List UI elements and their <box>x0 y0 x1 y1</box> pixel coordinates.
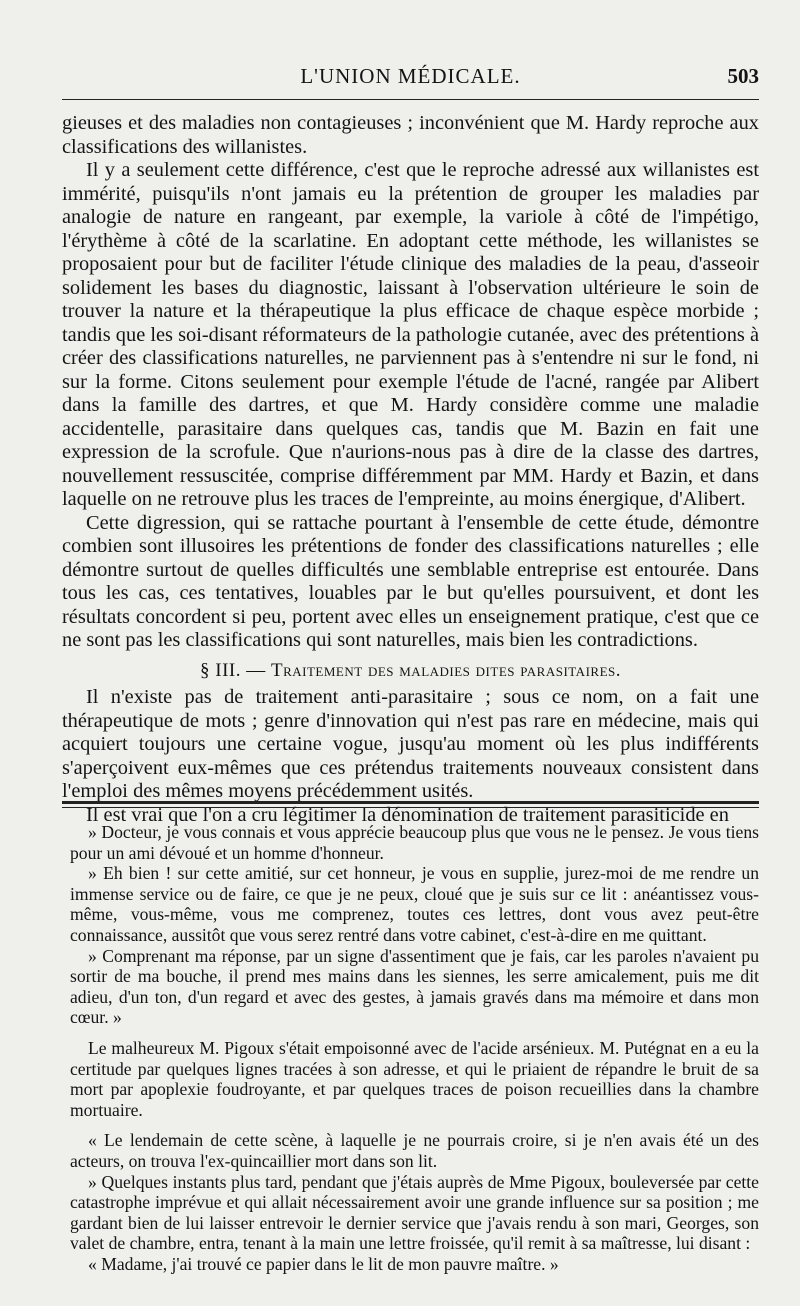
footnote-rule <box>62 801 759 808</box>
header-rule <box>62 99 759 100</box>
section-number: § III. — <box>200 659 271 681</box>
feuilleton-text <box>70 822 759 1274</box>
running-title: L'UNION MÉDICALE. <box>300 64 521 88</box>
note-paragraph: » Quelques instants plus tard, pendant que j'étais auprès de Mme Pigoux, bouleversée par cette catastrophe imprévue et qui allait nécessairement avoir une grande influence sur sa position ; me gardant bien de lui laisser entrevoir le dernier service que j'avais rendu à son mari, Georges, son valet de chambre, entra, tenant à la main une lettre froissée, qu'il remit à sa maîtresse, lui disant : <box>70 1171 759 1254</box>
section-heading <box>62 659 759 683</box>
page-header <box>62 62 759 96</box>
note-paragraph: » Comprenant ma réponse, par un signe d'assentiment que je fais, car les paroles n'avaient pu sortir de ma bouche, il prend mes mains dans les siennes, les serre amicalement, puis me dit adieu, d'un ton, d'un regard et avec des gestes, à jamais gravés dans ma mémoire et dans mon cœur. » <box>70 945 759 1028</box>
note-paragraph: » Eh bien ! sur cette amitié, sur cet honneur, je vous en supplie, jurez-moi de me rendre un immense service ou de faire, ce que je ne peux, cloué que je suis sur ce lit : anéantissez vous-même, vous-même, vous me comprenez, toutes ces lettres, dont vous avez peut-être connaissance, aussitôt que vous serez rentré dans votre cabinet, c'est-à-dire en me quittant. <box>70 863 759 945</box>
main-text <box>62 112 759 827</box>
paragraph: Il y a seulement cette différence, c'est que le reproche adressé aux willanistes est immérité, puisqu'ils n'ont jamais eu la prétention de grouper les maladies par analogie de nature en rangeant, par exemple, la variole à côté de l'impétigo, l'érythème à côté de la scarlatine. En adoptant cette méthode, les willanistes se proposaient pour but de faciliter l'étude clinique des maladies de la peau, d'asseoir solidement les bases du diagnostic, laissant à l'observation ultérieure le soin de trouver la nature et la thérapeutique la plus efficace de chaque espèce morbide ; tandis que les soi-disant réformateurs de la pathologie cutanée, avec des prétentions à créer des classifications naturelles, ne parviennent pas à s'entendre ni sur le fond, ni sur la forme. Citons seulement pour exemple l'étude de l'acné, rangée par Alibert dans la famille des dartres, et que M. Hardy considère comme une maladie accidentelle, parasitaire dans quelques cas, tandis que M. Bazin en fait une expression de la scrofule. Que n'aurions-nous pas à dire de la classe des dartres, nouvellement ressuscitée, comprise différemment par MM. Hardy et Bazin, et dans laquelle on ne retrouve plus les traces de l'empreinte, au moins énergique, d'Alibert. <box>62 159 759 510</box>
paragraph: Il est vrai que l'on a cru légitimer la dénomination de traitement parasiticide en <box>86 803 729 826</box>
paragraph: Cette digression, qui se rattache pourtant à l'ensemble de cette étude, démontre combien sont illusoires les prétentions de fonder des classifications naturelles ; elle démontre surtout de quelles difficultés une semblable entreprise est entourée. Dans tous les cas, ces tentatives, louables par le but qu'elles poursuivent, et dont les résultats concordent si peu, portent avec elles un enseignement pratique, c'est que ce ne sont pas les classifications qui sont naturelles, mais bien les contradictions. <box>62 511 759 651</box>
paragraph: gieuses et des maladies non contagieuses ; inconvénient que M. Hardy reproche aux classifications des willanistes. <box>62 112 759 158</box>
note-paragraph: Le malheureux M. Pigoux s'était empoisonné avec de l'acide arsénieux. M. Putégnat en a eu la certitude par quelques lignes tracées à son adresse, et qui le priaient de répandre le bruit de sa mort par apoplexie foudroyante, et par quelques traces de poison recueillies dans la chambre mortuaire. <box>70 1037 759 1120</box>
note-paragraph: « Madame, j'ai trouvé ce papier dans le lit de mon pauvre maître. » <box>88 1253 559 1274</box>
note-paragraph: « Le lendemain de cette scène, à laquelle je ne pourrais croire, si je n'en avais été un des acteurs, on trouva l'ex-quincaillier mort dans son lit. <box>70 1130 759 1171</box>
section-title: Traitement des maladies dites parasitaires. <box>270 659 621 681</box>
paragraph: Il n'existe pas de traitement anti-parasitaire ; sous ce nom, on a fait une thérapeutique de mots ; genre d'innovation qui n'est pas rare en médecine, mais qui acquiert toujours une certaine vogue, jusqu'au moment où les plus indifférents s'aperçoivent eux-mêmes que ces prétendus traitements nouveaux consistent dans l'emploi des mêmes moyens précédemment usités. <box>62 686 759 802</box>
note-paragraph: » Docteur, je vous connais et vous apprécie beaucoup plus que vous ne le pensez. Je vous tiens pour un ami dévoué et un homme d'honneur. <box>70 822 759 863</box>
page-number: 503 <box>727 64 759 88</box>
